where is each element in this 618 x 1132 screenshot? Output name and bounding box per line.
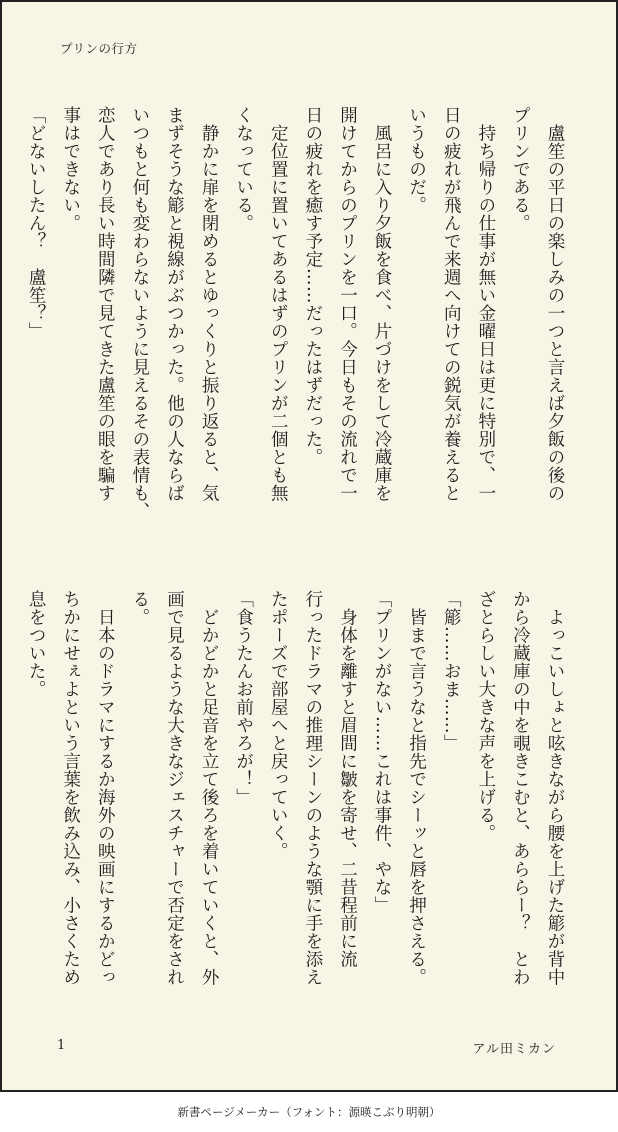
text-line: る。 xyxy=(129,590,150,626)
text-line: いうものだ。 xyxy=(406,106,427,214)
text-block-top xyxy=(26,106,572,536)
text-line: 行ったドラマの推理シーンのような顎に手を添え xyxy=(302,590,323,986)
text-line: 日の疲れが飛んで来週へ向けての鋭気が養えると xyxy=(441,106,462,502)
text-line: 日本のドラマにするか海外の映画にするかどっ xyxy=(95,590,116,986)
text-line: 「プリンがない……これは事件、やな」 xyxy=(372,590,393,914)
page-number: 1 xyxy=(57,1038,66,1053)
text-line: 「どないしたん？ 盧笙？」 xyxy=(26,106,47,340)
text-line: よっこいしょと呟きながら腰を上げた簓が背中 xyxy=(545,590,565,986)
text-line: 「食うたんお前やろが！」 xyxy=(233,590,254,806)
text-line: 持ち帰りの仕事が無い金曜日は更に特別で、一 xyxy=(475,106,496,502)
text-line: 「簓……おま……」 xyxy=(441,590,462,752)
text-line: くなっている。 xyxy=(233,106,254,232)
text-line: 日の疲れを癒す予定……だったはずだった。 xyxy=(302,106,323,466)
text-line: ざとらしい大きな声を上げる。 xyxy=(475,590,496,842)
text-line: 盧笙の平日の楽しみの一つと言えば夕飯の後の xyxy=(545,106,565,502)
running-title: プリンの行方 xyxy=(60,41,138,56)
text-line: ちかにせぇよという言葉を飲み込み、小さくため xyxy=(60,590,81,986)
text-line: いつもと何も変わらないように見えるその表情も、 xyxy=(129,106,150,520)
text-line: まずそうな簓と視線がぶつかった。他の人ならば xyxy=(164,106,185,502)
text-line: 恋人であり長い時間隣で見てきた盧笙の眼を騙す xyxy=(95,106,116,502)
text-line: 息をついた。 xyxy=(26,590,47,698)
text-line: 定位置に置いてあるはずのプリンが二個とも無 xyxy=(268,106,289,502)
text-line: たポーズで部屋へと戻っていく。 xyxy=(268,590,289,860)
text-line: 静かに扉を閉めるとゆっくりと振り返ると、気 xyxy=(199,106,220,502)
text-line: 開けてからのプリンを一口。今日もその流れで一 xyxy=(337,106,358,502)
text-line: 画で見るような大きなジェスチャーで否定をされ xyxy=(164,590,185,986)
text-line: 身体を離すと眉間に皺を寄せ、二昔程前に流 xyxy=(337,590,358,968)
text-line: から冷蔵庫の中を覗きこむと、あららー？ とわ xyxy=(510,590,531,986)
generator-credit: 新書ページメーカー（フォント：源暎こぶり明朝） xyxy=(177,1105,441,1119)
text-line: 事はできない。 xyxy=(60,106,81,232)
text-line: 皆まで言うなと指先でシーッと唇を押さえる。 xyxy=(406,590,427,986)
text-line: どかどかと足音を立て後ろを着いていくと、外 xyxy=(199,590,220,986)
author-name: アル田ミカン xyxy=(472,1042,556,1057)
text-line: 風呂に入り夕飯を食べ、片づけをして冷蔵庫を xyxy=(372,106,393,502)
text-line: プリンである。 xyxy=(510,106,531,232)
text-block-bottom xyxy=(26,590,572,1020)
